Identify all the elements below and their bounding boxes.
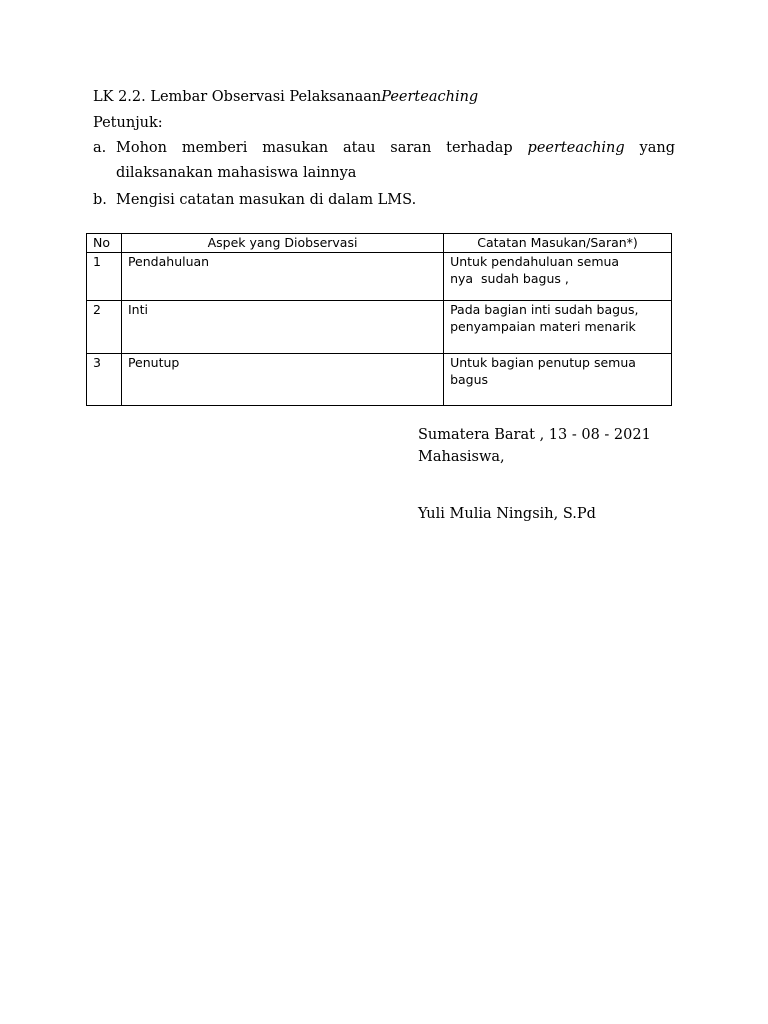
- signature-role: Mahasiswa,: [418, 449, 505, 465]
- row-aspek: Inti: [121, 301, 443, 354]
- row-catatan-line1: Untuk bagian penutup semua: [450, 355, 636, 370]
- instruction-a-marker: a.: [93, 140, 107, 156]
- header-catatan: Catatan Masukan/Saran*): [444, 234, 672, 253]
- row-catatan: [444, 301, 672, 354]
- signature-place-date: Sumatera Barat , 13 - 08 - 2021: [418, 427, 651, 443]
- row-aspek: Pendahuluan: [121, 253, 443, 301]
- table-row: [87, 253, 672, 301]
- row-catatan-line2: nya sudah bagus ,: [450, 271, 569, 286]
- row-catatan: [444, 253, 672, 301]
- row-catatan: [444, 354, 672, 406]
- instruction-a-text-before: Mohon memberi masukan atau saran terhadap: [116, 140, 513, 156]
- header-no: No: [87, 234, 122, 253]
- document-title-prefix: LK 2.2. Lembar Observasi Pelaksanaan: [93, 89, 382, 105]
- instruction-a-line1: [116, 138, 675, 158]
- instruction-a-text-after: yang: [639, 140, 676, 156]
- row-no: 1: [87, 253, 122, 301]
- row-no: 2: [87, 301, 122, 354]
- row-aspek: Penutup: [121, 354, 443, 406]
- table-row: [87, 301, 672, 354]
- row-no: 3: [87, 354, 122, 406]
- row-catatan-line1: Pada bagian inti sudah bagus,: [450, 302, 639, 317]
- document-title: [93, 87, 478, 107]
- row-catatan-line2: bagus: [450, 372, 489, 387]
- signature-name: Yuli Mulia Ningsih, S.Pd: [418, 506, 596, 522]
- document-title-italic: Peerteaching: [381, 89, 479, 105]
- instruction-a-text-italic: peerteaching: [527, 140, 625, 156]
- table-header-row: [87, 234, 672, 253]
- header-aspek: Aspek yang Diobservasi: [121, 234, 443, 253]
- row-catatan-line2: penyampaian materi menarik: [450, 319, 636, 334]
- table-row: [87, 354, 672, 406]
- instruction-b-text: Mengisi catatan masukan di dalam LMS.: [116, 192, 417, 208]
- instruction-a-line2: dilaksanakan mahasiswa lainnya: [116, 165, 357, 181]
- observation-table: [86, 233, 672, 406]
- row-catatan-line1: Untuk pendahuluan semua: [450, 254, 620, 269]
- instructions-label: Petunjuk:: [93, 115, 163, 131]
- instruction-b-marker: b.: [93, 192, 107, 208]
